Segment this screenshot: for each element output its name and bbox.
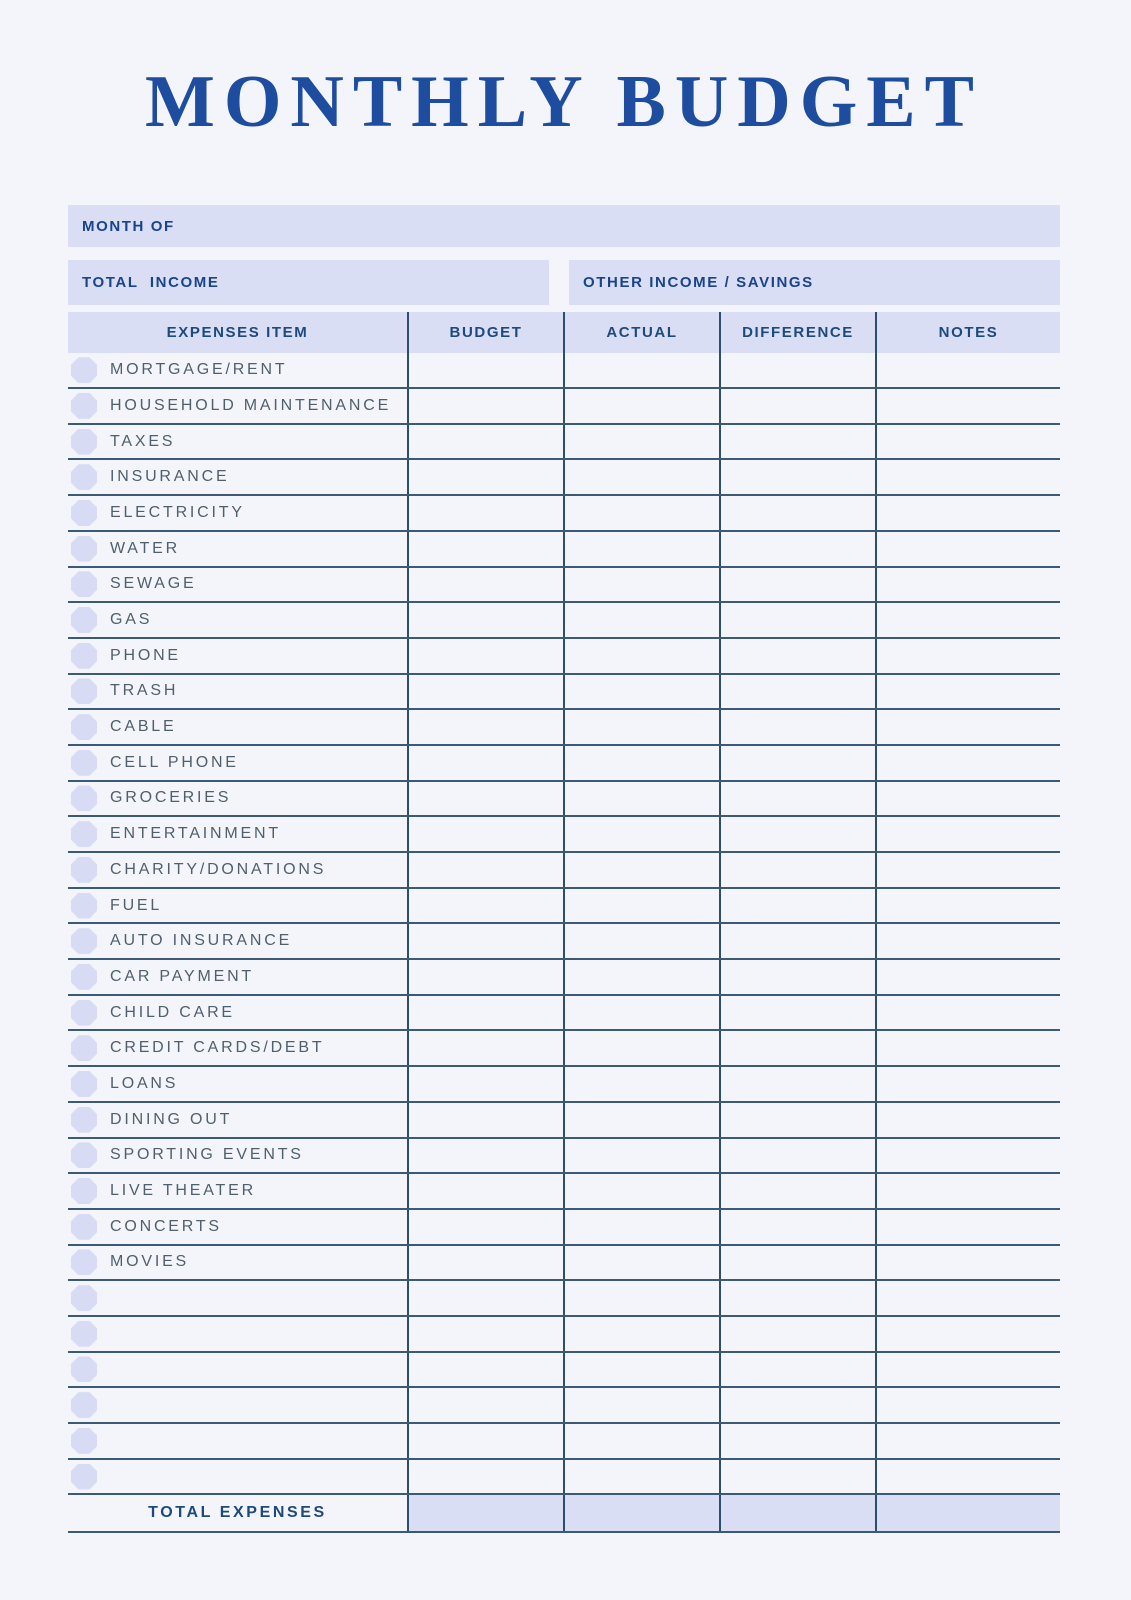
table-row	[68, 1210, 1060, 1246]
expense-item-cell	[68, 782, 407, 816]
notes-cell[interactable]	[875, 1210, 1060, 1244]
notes-cell[interactable]	[875, 1031, 1060, 1065]
budget-cell[interactable]	[407, 1460, 563, 1494]
bullet-icon	[71, 678, 97, 704]
expense-item-cell	[68, 1460, 407, 1494]
expense-item-label: FUEL	[110, 896, 163, 914]
budget-cell[interactable]	[407, 1317, 563, 1351]
table-row	[68, 1460, 1060, 1496]
difference-cell[interactable]	[719, 1174, 875, 1208]
actual-cell[interactable]	[563, 1353, 719, 1387]
notes-cell[interactable]	[875, 996, 1060, 1030]
budget-cell[interactable]	[407, 817, 563, 851]
table-row	[68, 746, 1060, 782]
actual-cell[interactable]	[563, 1317, 719, 1351]
budget-cell[interactable]	[407, 1388, 563, 1422]
expense-item-cell	[68, 1174, 407, 1208]
actual-cell[interactable]	[563, 1210, 719, 1244]
expense-item-label: PHONE	[110, 646, 181, 664]
expense-item-cell	[68, 817, 407, 851]
total-income-field[interactable]	[68, 260, 549, 305]
expense-item-cell	[68, 924, 407, 958]
table-row	[68, 568, 1060, 604]
bullet-icon	[71, 1285, 97, 1311]
table-row	[68, 1103, 1060, 1139]
notes-cell[interactable]	[875, 1174, 1060, 1208]
notes-cell[interactable]	[875, 1246, 1060, 1280]
table-row	[68, 960, 1060, 996]
month-of-field[interactable]	[68, 205, 1060, 247]
table-row	[68, 353, 1060, 389]
difference-cell[interactable]	[719, 675, 875, 709]
budget-cell[interactable]	[407, 746, 563, 780]
budget-cell[interactable]	[407, 782, 563, 816]
expense-item-cell	[68, 1139, 407, 1173]
actual-cell[interactable]	[563, 1281, 719, 1315]
expense-item-cell	[68, 1353, 407, 1387]
difference-cell[interactable]	[719, 353, 875, 387]
expense-item-cell	[68, 1210, 407, 1244]
budget-cell[interactable]	[407, 1103, 563, 1137]
difference-cell[interactable]	[719, 389, 875, 423]
difference-cell[interactable]	[719, 1424, 875, 1458]
budget-cell[interactable]	[407, 675, 563, 709]
budget-cell[interactable]	[407, 425, 563, 459]
bullet-icon	[71, 464, 97, 490]
notes-cell[interactable]	[875, 353, 1060, 387]
table-row	[68, 389, 1060, 425]
budget-cell[interactable]	[407, 460, 563, 494]
difference-cell[interactable]	[719, 1103, 875, 1137]
actual-cell[interactable]	[563, 1139, 719, 1173]
total-difference-cell[interactable]	[719, 1495, 875, 1531]
notes-cell[interactable]	[875, 532, 1060, 566]
bullet-icon	[71, 1178, 97, 1204]
total-expenses-label-cell	[68, 1495, 407, 1531]
actual-cell[interactable]	[563, 460, 719, 494]
budget-cell[interactable]	[407, 1067, 563, 1101]
expense-item-cell	[68, 675, 407, 709]
notes-cell[interactable]	[875, 1067, 1060, 1101]
actual-cell[interactable]	[563, 782, 719, 816]
notes-cell[interactable]	[875, 1424, 1060, 1458]
table-row	[68, 460, 1060, 496]
table-row	[68, 1067, 1060, 1103]
bullet-icon	[71, 1000, 97, 1026]
bullet-icon	[71, 785, 97, 811]
total-expenses-label: TOTAL EXPENSES	[148, 1504, 327, 1522]
table-header-row	[68, 312, 1060, 353]
bullet-icon	[71, 1464, 97, 1490]
expense-item-label: AUTO INSURANCE	[110, 932, 293, 950]
expense-item-cell	[68, 746, 407, 780]
expense-item-cell	[68, 1031, 407, 1065]
budget-cell[interactable]	[407, 710, 563, 744]
table-row	[68, 710, 1060, 746]
bullet-icon	[71, 536, 97, 562]
actual-cell[interactable]	[563, 496, 719, 530]
notes-cell[interactable]	[875, 389, 1060, 423]
difference-cell[interactable]	[719, 1246, 875, 1280]
bullet-icon	[71, 1356, 97, 1382]
difference-cell[interactable]	[719, 782, 875, 816]
expense-item-cell	[68, 532, 407, 566]
notes-cell[interactable]	[875, 853, 1060, 887]
notes-cell[interactable]	[875, 1139, 1060, 1173]
budget-cell[interactable]	[407, 996, 563, 1030]
expense-item-cell	[68, 1067, 407, 1101]
budget-cell[interactable]	[407, 568, 563, 602]
expense-item-label: MORTGAGE/RENT	[110, 361, 288, 379]
budget-cell[interactable]	[407, 603, 563, 637]
page-title: MONTHLY BUDGET	[144, 61, 984, 143]
table-row	[68, 496, 1060, 532]
bullet-icon	[71, 1142, 97, 1168]
expense-item-cell	[68, 353, 407, 387]
budget-cell[interactable]	[407, 1139, 563, 1173]
bullet-icon	[71, 429, 97, 455]
difference-cell[interactable]	[719, 1067, 875, 1101]
actual-cell[interactable]	[563, 1388, 719, 1422]
notes-cell[interactable]	[875, 1388, 1060, 1422]
expense-item-label: DINING OUT	[110, 1110, 233, 1128]
notes-cell[interactable]	[875, 639, 1060, 673]
actual-cell[interactable]	[563, 639, 719, 673]
expense-item-cell	[68, 425, 407, 459]
header-difference: DIFFERENCE	[719, 312, 875, 353]
actual-cell[interactable]	[563, 353, 719, 387]
expense-item-cell	[68, 1281, 407, 1315]
table-row	[68, 1174, 1060, 1210]
table-row	[68, 1353, 1060, 1389]
expense-item-cell	[68, 960, 407, 994]
expense-item-cell	[68, 460, 407, 494]
bullet-icon	[71, 607, 97, 633]
bullet-icon	[71, 500, 97, 526]
notes-cell[interactable]	[875, 782, 1060, 816]
budget-cell[interactable]	[407, 496, 563, 530]
table-row	[68, 1317, 1060, 1353]
difference-cell[interactable]	[719, 1031, 875, 1065]
bullet-icon	[71, 1214, 97, 1240]
actual-cell[interactable]	[563, 1103, 719, 1137]
actual-cell[interactable]	[563, 710, 719, 744]
bullet-icon	[71, 928, 97, 954]
table-row	[68, 996, 1060, 1032]
table-row	[68, 1246, 1060, 1282]
budget-cell[interactable]	[407, 960, 563, 994]
expense-item-cell	[68, 1388, 407, 1422]
notes-cell[interactable]	[875, 425, 1060, 459]
difference-cell[interactable]	[719, 1317, 875, 1351]
expense-item-label: CHARITY/DONATIONS	[110, 860, 327, 878]
notes-cell[interactable]	[875, 496, 1060, 530]
notes-cell[interactable]	[875, 1460, 1060, 1494]
actual-cell[interactable]	[563, 675, 719, 709]
table-row	[68, 817, 1060, 853]
bullet-icon	[71, 1321, 97, 1347]
actual-cell[interactable]	[563, 1424, 719, 1458]
expense-item-cell	[68, 710, 407, 744]
total-expenses-row	[68, 1495, 1060, 1533]
header-notes: NOTES	[875, 312, 1060, 353]
notes-cell[interactable]	[875, 924, 1060, 958]
actual-cell[interactable]	[563, 1067, 719, 1101]
expense-item-label: CONCERTS	[110, 1217, 222, 1235]
expense-item-label: CREDIT CARDS/DEBT	[110, 1039, 325, 1057]
bullet-icon	[71, 571, 97, 597]
actual-cell[interactable]	[563, 568, 719, 602]
difference-cell[interactable]	[719, 425, 875, 459]
budget-cell[interactable]	[407, 1174, 563, 1208]
difference-cell[interactable]	[719, 568, 875, 602]
table-row	[68, 425, 1060, 461]
bullet-icon	[71, 857, 97, 883]
budget-cell[interactable]	[407, 353, 563, 387]
expense-item-label: CHILD CARE	[110, 1003, 235, 1021]
actual-cell[interactable]	[563, 1174, 719, 1208]
table-row	[68, 1281, 1060, 1317]
actual-cell[interactable]	[563, 389, 719, 423]
difference-cell[interactable]	[719, 1388, 875, 1422]
notes-cell[interactable]	[875, 1281, 1060, 1315]
difference-cell[interactable]	[719, 996, 875, 1030]
table-row	[68, 1388, 1060, 1424]
expense-item-cell	[68, 1103, 407, 1137]
budget-cell[interactable]	[407, 1281, 563, 1315]
expense-item-cell	[68, 1246, 407, 1280]
expense-item-label: HOUSEHOLD MAINTENANCE	[110, 396, 392, 414]
notes-cell[interactable]	[875, 603, 1060, 637]
notes-cell[interactable]	[875, 1317, 1060, 1351]
actual-cell[interactable]	[563, 532, 719, 566]
budget-cell[interactable]	[407, 1353, 563, 1387]
bullet-icon	[71, 1392, 97, 1418]
expense-item-cell	[68, 1317, 407, 1351]
header-expenses-item: EXPENSES ITEM	[166, 324, 309, 342]
notes-cell[interactable]	[875, 460, 1060, 494]
total-income-label: TOTAL INCOME	[82, 274, 220, 292]
total-actual-cell[interactable]	[563, 1495, 719, 1531]
expense-item-cell	[68, 639, 407, 673]
budget-cell[interactable]	[407, 389, 563, 423]
expense-item-cell	[68, 603, 407, 637]
notes-cell[interactable]	[875, 746, 1060, 780]
notes-cell[interactable]	[875, 889, 1060, 923]
expense-item-label: WATER	[110, 539, 180, 557]
difference-cell[interactable]	[719, 853, 875, 887]
expense-item-cell	[68, 853, 407, 887]
month-of-label: MONTH OF	[82, 217, 175, 235]
actual-cell[interactable]	[563, 996, 719, 1030]
budget-cell[interactable]	[407, 1210, 563, 1244]
difference-cell[interactable]	[719, 1139, 875, 1173]
difference-cell[interactable]	[719, 1281, 875, 1315]
expense-item-cell	[68, 496, 407, 530]
difference-cell[interactable]	[719, 710, 875, 744]
table-row	[68, 889, 1060, 925]
expense-item-label: INSURANCE	[110, 468, 230, 486]
expense-item-label: CAR PAYMENT	[110, 967, 254, 985]
bullet-icon	[71, 750, 97, 776]
actual-cell[interactable]	[563, 960, 719, 994]
actual-cell[interactable]	[563, 425, 719, 459]
actual-cell[interactable]	[563, 889, 719, 923]
difference-cell[interactable]	[719, 889, 875, 923]
difference-cell[interactable]	[719, 1210, 875, 1244]
bullet-icon	[71, 1071, 97, 1097]
actual-cell[interactable]	[563, 817, 719, 851]
expense-item-label: ENTERTAINMENT	[110, 825, 281, 843]
notes-cell[interactable]	[875, 1103, 1060, 1137]
bullet-icon	[71, 893, 97, 919]
expense-item-label: SEWAGE	[110, 575, 197, 593]
notes-cell[interactable]	[875, 960, 1060, 994]
expense-item-label: MOVIES	[110, 1253, 190, 1271]
other-income-savings-label: OTHER INCOME / SAVINGS	[583, 274, 814, 292]
bullet-icon	[71, 643, 97, 669]
table-row	[68, 1139, 1060, 1175]
notes-cell[interactable]	[875, 568, 1060, 602]
bullet-icon	[71, 1428, 97, 1454]
budget-cell[interactable]	[407, 889, 563, 923]
expense-item-cell	[68, 389, 407, 423]
difference-cell[interactable]	[719, 639, 875, 673]
expense-item-label: TRASH	[110, 682, 179, 700]
expense-item-label: LIVE THEATER	[110, 1182, 256, 1200]
budget-cell[interactable]	[407, 1246, 563, 1280]
expense-item-cell	[68, 568, 407, 602]
budget-cell[interactable]	[407, 853, 563, 887]
actual-cell[interactable]	[563, 924, 719, 958]
difference-cell[interactable]	[719, 532, 875, 566]
difference-cell[interactable]	[719, 496, 875, 530]
difference-cell[interactable]	[719, 1353, 875, 1387]
table-row	[68, 853, 1060, 889]
difference-cell[interactable]	[719, 817, 875, 851]
notes-cell[interactable]	[875, 710, 1060, 744]
bullet-icon	[71, 714, 97, 740]
actual-cell[interactable]	[563, 853, 719, 887]
total-budget-cell[interactable]	[407, 1495, 563, 1531]
table-row	[68, 1424, 1060, 1460]
notes-cell[interactable]	[875, 817, 1060, 851]
difference-cell[interactable]	[719, 460, 875, 494]
actual-cell[interactable]	[563, 746, 719, 780]
expense-item-cell	[68, 1424, 407, 1458]
expense-item-cell	[68, 889, 407, 923]
expense-item-label: LOANS	[110, 1074, 179, 1092]
table-row	[68, 675, 1060, 711]
income-section	[68, 260, 1060, 305]
header-actual: ACTUAL	[563, 312, 719, 353]
budget-cell[interactable]	[407, 1031, 563, 1065]
expense-item-label: GROCERIES	[110, 789, 232, 807]
bullet-icon	[71, 964, 97, 990]
bullet-icon	[71, 821, 97, 847]
actual-cell[interactable]	[563, 1460, 719, 1494]
total-notes-cell[interactable]	[875, 1495, 1060, 1531]
bullet-icon	[71, 1035, 97, 1061]
bullet-icon	[71, 1249, 97, 1275]
expense-item-label: TAXES	[110, 432, 176, 450]
difference-cell[interactable]	[719, 1460, 875, 1494]
actual-cell[interactable]	[563, 1246, 719, 1280]
table-row	[68, 639, 1060, 675]
notes-cell[interactable]	[875, 1353, 1060, 1387]
expenses-table	[68, 312, 1060, 1533]
page-content	[68, 62, 1060, 1533]
expense-item-cell	[68, 996, 407, 1030]
difference-cell[interactable]	[719, 746, 875, 780]
table-body	[68, 353, 1060, 1495]
expense-item-label: SPORTING EVENTS	[110, 1146, 304, 1164]
table-row	[68, 924, 1060, 960]
difference-cell[interactable]	[719, 924, 875, 958]
bullet-icon	[71, 357, 97, 383]
difference-cell[interactable]	[719, 603, 875, 637]
table-row	[68, 782, 1060, 818]
expense-item-label: CABLE	[110, 718, 177, 736]
bullet-icon	[71, 393, 97, 419]
notes-cell[interactable]	[875, 675, 1060, 709]
other-income-savings-field[interactable]	[569, 260, 1060, 305]
expense-item-label: CELL PHONE	[110, 753, 239, 771]
budget-cell[interactable]	[407, 924, 563, 958]
expense-item-label: ELECTRICITY	[110, 503, 245, 521]
bullet-icon	[71, 1107, 97, 1133]
budget-cell[interactable]	[407, 532, 563, 566]
table-row	[68, 532, 1060, 568]
header-budget: BUDGET	[407, 312, 563, 353]
actual-cell[interactable]	[563, 603, 719, 637]
budget-cell[interactable]	[407, 1424, 563, 1458]
table-row	[68, 1031, 1060, 1067]
table-row	[68, 603, 1060, 639]
difference-cell[interactable]	[719, 960, 875, 994]
actual-cell[interactable]	[563, 1031, 719, 1065]
budget-cell[interactable]	[407, 639, 563, 673]
expense-item-label: GAS	[110, 611, 153, 629]
